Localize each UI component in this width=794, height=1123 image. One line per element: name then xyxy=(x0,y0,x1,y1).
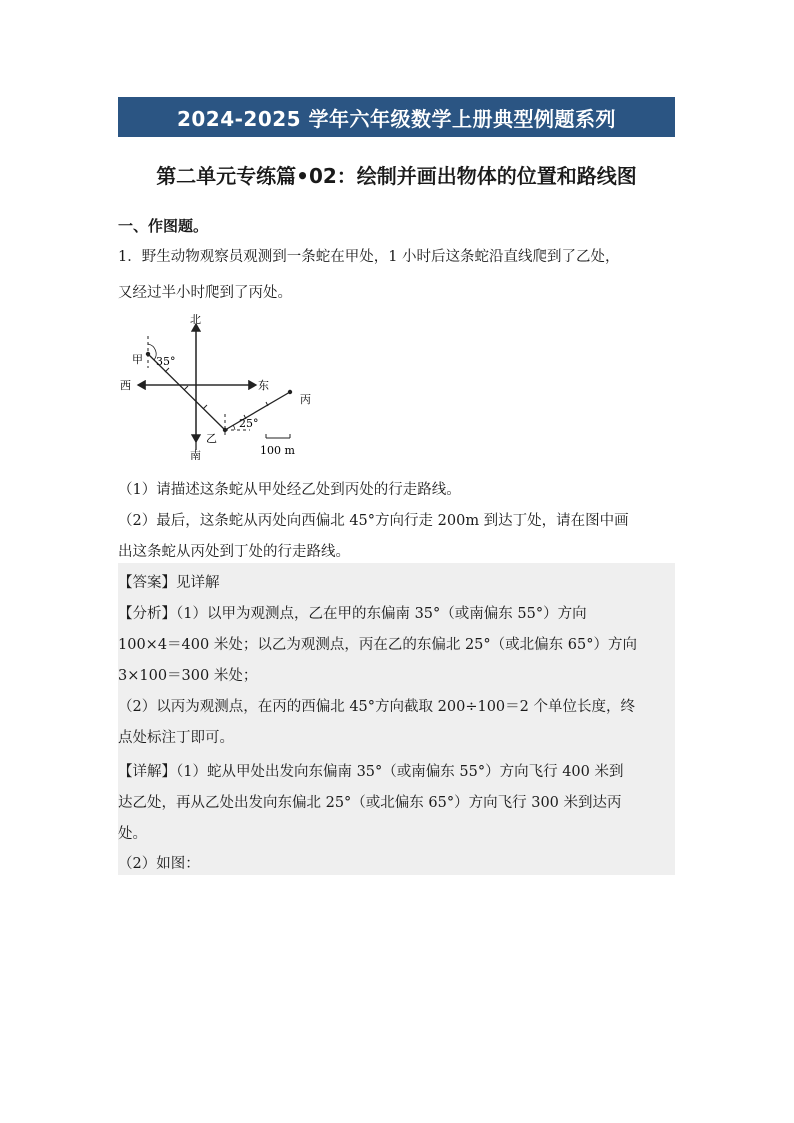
analysis-line-4: （2）以丙为观测点，在丙的西偏北 45°方向截取 200÷100＝2 个单位长度，终 xyxy=(118,699,635,715)
jia-label: 甲 xyxy=(132,353,143,366)
scale-label: 100 m xyxy=(260,444,295,457)
point-jia xyxy=(146,352,150,356)
series-title-banner xyxy=(118,97,675,137)
question-2-line-1: （2）最后，这条蛇从丙处向西偏北 45°方向行走 200m 到达丁处，请在图中画 xyxy=(118,513,629,529)
angle-35-label: 35° xyxy=(156,355,176,368)
detail-line-3: 处。 xyxy=(118,826,147,842)
series-title: 2024-2025 学年六年级数学上册典型例题系列 xyxy=(176,106,617,131)
question-2-line-2: 出这条蛇从丙处到丁处的行走路线。 xyxy=(118,544,350,560)
analysis-line-5: 点处标注丁即可。 xyxy=(118,730,234,746)
problem-text-line-2: 又经过半小时爬到了丙处。 xyxy=(118,285,292,301)
problem-text-line-1: 1．野生动物观察员观测到一条蛇在甲处，1 小时后这条蛇沿直线爬到了乙处， xyxy=(118,249,620,265)
analysis-line-3: 3×100＝300 米处； xyxy=(118,668,258,684)
east-label: 东 xyxy=(258,379,269,392)
yi-label: 乙 xyxy=(206,432,217,445)
detail-line-2: 达乙处，再从乙处出发向东偏北 25°（或北偏东 65°）方向飞行 300 米到达丙 xyxy=(118,795,622,811)
angle-25-label: 25° xyxy=(239,417,259,430)
analysis-line-1: 【分析】（1）以甲为观测点，乙在甲的东偏南 35°（或南偏东 55°）方向 xyxy=(118,606,587,622)
detail-line-1: 【详解】（1）蛇从甲处出发向东偏南 35°（或南偏东 55°）方向飞行 400 米到 xyxy=(118,764,624,780)
tick-mark xyxy=(165,368,169,372)
question-1: （1）请描述这条蛇从甲处经乙处到丙处的行走路线。 xyxy=(118,482,461,498)
angle-arc-25 xyxy=(233,425,235,430)
point-yi xyxy=(223,428,227,432)
route-diagram xyxy=(118,310,328,460)
answer-line: 【答案】见详解 xyxy=(118,575,220,591)
section-heading: 一、作图题。 xyxy=(118,217,209,235)
north-label: 北 xyxy=(190,313,201,326)
unit-title: 第二单元专练篇•02：绘制并画出物体的位置和路线图 xyxy=(156,164,637,188)
south-label: 南 xyxy=(190,449,201,460)
tick-mark xyxy=(203,405,207,409)
point-bing xyxy=(288,390,292,394)
bing-label: 丙 xyxy=(300,393,311,406)
tick-mark xyxy=(184,386,188,390)
analysis-line-2: 100×4＝400 米处；以乙为观测点，丙在乙的东偏北 25°（或北偏东 65°）方向 xyxy=(118,637,637,653)
west-label: 西 xyxy=(120,379,131,392)
detail-line-4: （2）如图： xyxy=(118,856,200,872)
